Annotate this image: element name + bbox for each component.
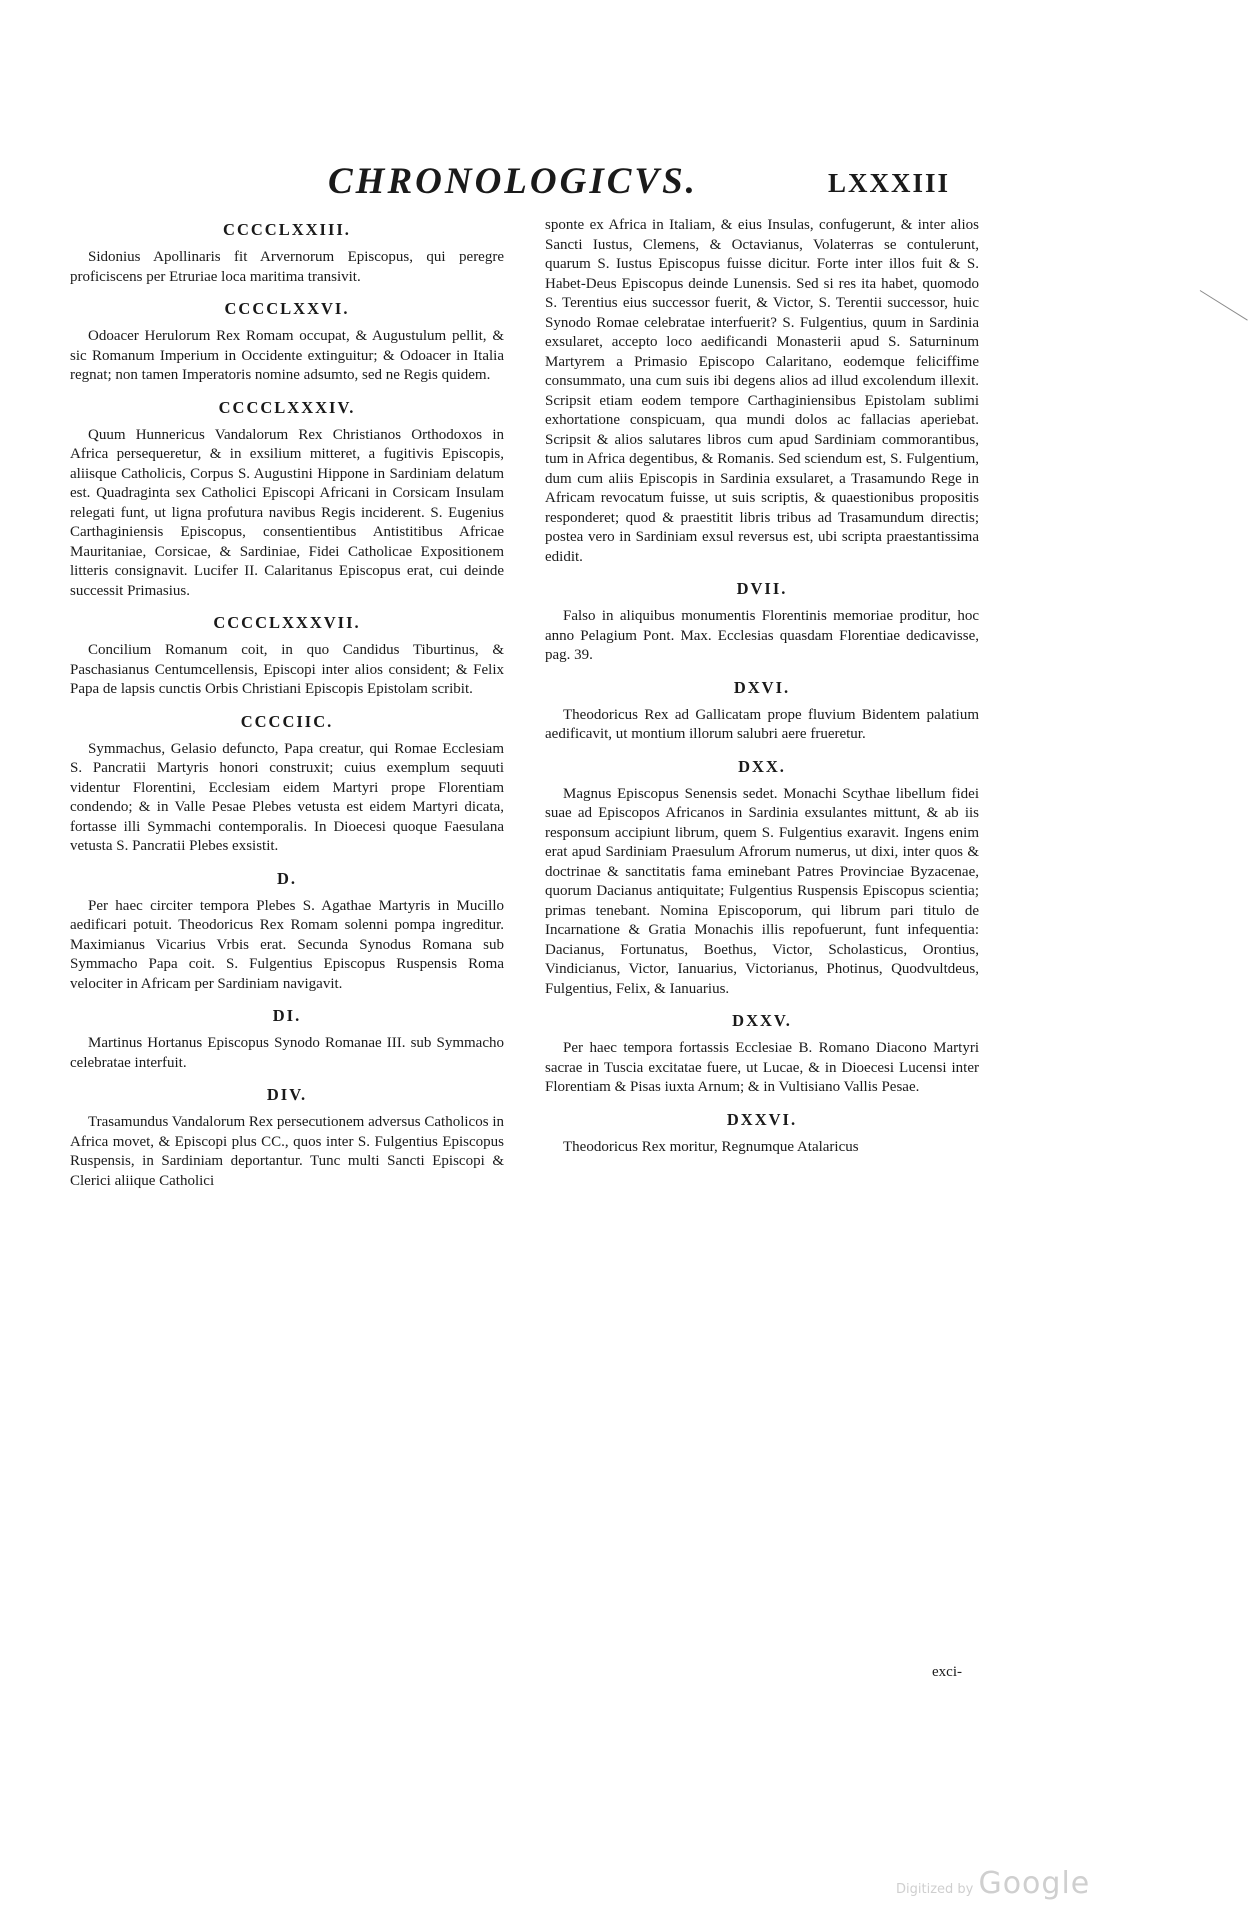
chronology-entry xyxy=(70,1006,504,1073)
entry-text: Magnus Episcopus Senensis sedet. Monachi Scythae libellum fidei suae ad Episcopos Africanos in Sardinia exsulantes mittunt, & ab iis responsum accipiunt librum, quem S. Fulgentius exaravit. Ingens enim erat apud Sardiniam Praesulum Afrorum numerus, ut dixi, inter quos & doctrinae & sanctitatis fama eminebant Patres Provinciae Byzacenae, quorum Dacianus antiquitate; Fulgentius Ruspensis Episcopus scientia; primas tenebant. Nomina Episcoporum, qui librum pari titulo de Incarnatione & Gratia Monachis illis repofuerunt, funt infequentia: Dacianus, Fortunatus, Boethus, Victor, Scholasticus, Orontius, Vindicianus, Victor, Ianuarius, Victorianus, Photinus, Quodvultdeus, Fulgentius, Felix, & Ianuarius. xyxy=(545,785,979,997)
entry-text: Theodoricus Rex moritur, Regnumque Atalaricus xyxy=(563,1138,859,1155)
stray-pen-mark xyxy=(1200,290,1248,321)
catchword: exci- xyxy=(932,1664,962,1680)
year-heading: CCCCLXXXIV. xyxy=(218,397,356,417)
watermark-brand: Google xyxy=(978,1866,1091,1901)
digitization-watermark xyxy=(896,1866,1090,1901)
chronology-entry xyxy=(70,220,504,287)
chronology-entry xyxy=(70,1085,504,1191)
entry-text: sponte ex Africa in Italiam, & eius Insulas, confugerunt, & inter alios Sancti Iustus, Clemens, & Octavianus, Volaterras se contulerunt, quarum S. Iustus Episcopus fuisse dicitur. Forte inter illos fuit & S. Habet-Deus Episcopus deinde Lunensis. Sed si res ita habet, quomodo S. Terentius eius successor fuerit, & Victor, S. Terentii successor, huic Synodo Romae celebratae interfuerit? S. Fulgentius, quum in Sardinia exsularet, accepto loco aedificandi Monasterii apud S. Saturninum Martyrem a Primasio Episcopo Calaritano, eodemque feliciffime consummato, una cum suis ibi degens alios ad illud excolendum illexit. Scripsit etiam eodem tempore Carthaginiensibus Epistolam sublimi exhortatione conspicuam, qua mundi dolos ac fallacias aperiebat. Scripsit & alios salutares libros cum apud Sardiniam commorantibus, tum in Africa degentibus, & Romanis. Sed sciendum est, S. Fulgentium, dum cum aliis Episcopis in Sardinia exsularet, a Trasamundo Rege in Africam revocatum fuisse, ut suis scriptis, & quaestionibus propositis responderet; quod & praestitit libris tribus ad Trasamundum directis; postea vero in Sardiniam exsul reversus est, ubi scripta praestantissima edidit. xyxy=(545,217,979,565)
year-heading: DVII. xyxy=(736,579,788,598)
chronology-entry xyxy=(70,869,504,995)
chronology-entry xyxy=(545,1110,979,1158)
chronology-entry xyxy=(545,1011,979,1098)
entry-text: Sidonius Apollinaris fit Arvernorum Episcopus, qui peregre proficiscens per Etruriae loca maritima transivit. xyxy=(70,249,504,285)
year-heading: DI. xyxy=(272,1006,302,1025)
entry-text: Quum Hunnericus Vandalorum Rex Christianos Orthodoxos in Africa persequeretur, & in exsilium mitteret, a fugitivis Episcopis, aliisque Catholicis, Corpus S. Augustini Hippone in Sardiniam delatum est. Quadraginta sex Catholici Episcopi Africani in Corsicam Insulam relegati funt, ut ligna profutura navibus Regis inciderent. S. Eugenius Carthaginiensis Episcopus, consentientibus Antistitibus Africae Mauritaniae, Corsicae, & Sardiniae, Fidei Catholicae Expositionem litteris consignavit. Lucifer II. Calaritanus Episcopus erat, cui deinde successit Primasius. xyxy=(70,426,504,599)
left-column xyxy=(70,216,504,1203)
year-heading: CCCCLXXXVII. xyxy=(213,613,361,632)
chronology-entry xyxy=(545,579,979,666)
entry-text: Trasamundus Vandalorum Rex persecutionem adversus Catholicos in Africa movet, & Episcopi plus CC., quos inter S. Fulgentius Episcopus Ruspensis, in Sardiniam deportantur. Tunc multi Sancti Episcopi & Clerici aliique Catholici xyxy=(70,1114,504,1189)
entry-text: Concilium Romanum coit, in quo Candidus Tiburtinus, & Paschasianus Centumcellensis, Episcopi inter alios consident; & Felix Papa de lapsis cunctis Orbis Christiani Episcopis Epistolam scribit. xyxy=(70,642,504,697)
year-heading: CCCCLXXVI. xyxy=(224,299,350,318)
chronology-entry xyxy=(70,712,504,857)
entry-text: Per haec tempora fortassis Ecclesiae B. Romano Diacono Martyri sacrae in Tuscia excitatae fuere, ut Lucae, & in Dioecesi Lucensi inter Florentiam & Pisas iuxta Arnum; & in Vultisiano Vallis Pesae. xyxy=(545,1040,979,1095)
year-heading: D. xyxy=(276,868,298,888)
running-title: CHRONOLOGICVS. xyxy=(328,161,698,202)
year-heading: DXX. xyxy=(738,756,786,776)
entry-text: Falso in aliquibus monumentis Florentinis memoriae proditur, hoc anno Pelagium Pont. Max. Ecclesias quasdam Florentiae dedicavisse, pag. 39. xyxy=(545,608,979,663)
chronology-entry xyxy=(545,678,979,745)
chronology-entry xyxy=(70,613,504,700)
entry-text: Martinus Hortanus Episcopus Synodo Romanae III. sub Symmacho celebratae interfuit. xyxy=(70,1035,504,1071)
year-heading: DXXVI. xyxy=(726,1109,798,1129)
year-heading: DIV. xyxy=(266,1085,308,1104)
year-heading: DXVI. xyxy=(733,677,791,697)
chronology-entry xyxy=(545,757,979,1000)
page-number: LXXXIII xyxy=(828,168,951,198)
year-heading: CCCCIIC. xyxy=(240,711,334,731)
right-column xyxy=(545,216,979,1169)
watermark-prefix: Digitized by xyxy=(896,1882,974,1897)
chronology-entry xyxy=(70,299,504,386)
chronology-entry-continued xyxy=(545,216,979,567)
entry-text: Symmachus, Gelasio defuncto, Papa creatur, qui Romae Ecclesiam S. Pancratii Martyris honori construxit; cuius exemplum sequuti videntur Florentini, Ecclesiam eidem Martyri prope Florentiam condendo; & in Valle Pesae Plebes vetusta est eidem Martyri dicata, fortasse illi Symmachi contemporalis. In Dioecesi quoque Faesulana vetusta S. Pancratii Plebes exsistit. xyxy=(70,740,504,854)
year-heading: CCCCLXXIII. xyxy=(223,220,351,239)
entry-text: Per haec circiter tempora Plebes S. Agathae Martyris in Mucillo aedificari potuit. Theodoricus Rex Romam solenni pompa ingreditur. Maximianus Vicarius Vrbis erat. Secunda Synodus Romana sub Symmacho Papa coit. S. Fulgentius Episcopus Ruspensis Roma velociter in Africam per Sardiniam navigavit. xyxy=(70,897,504,992)
entry-text: Theodoricus Rex ad Gallicatam prope fluvium Bidentem palatium aedificavit, ut montium illorum salubri aere frueretur. xyxy=(545,706,979,742)
chronology-entry xyxy=(70,398,504,602)
year-heading: DXXV. xyxy=(732,1011,792,1030)
entry-text: Odoacer Herulorum Rex Romam occupat, & Augustulum pellit, & sic Romanum Imperium in Occidente extinguitur; & Odoacer in Italia regnat; non tamen Imperatoris nomine adsumto, sed ne Regis quidem. xyxy=(70,328,504,383)
